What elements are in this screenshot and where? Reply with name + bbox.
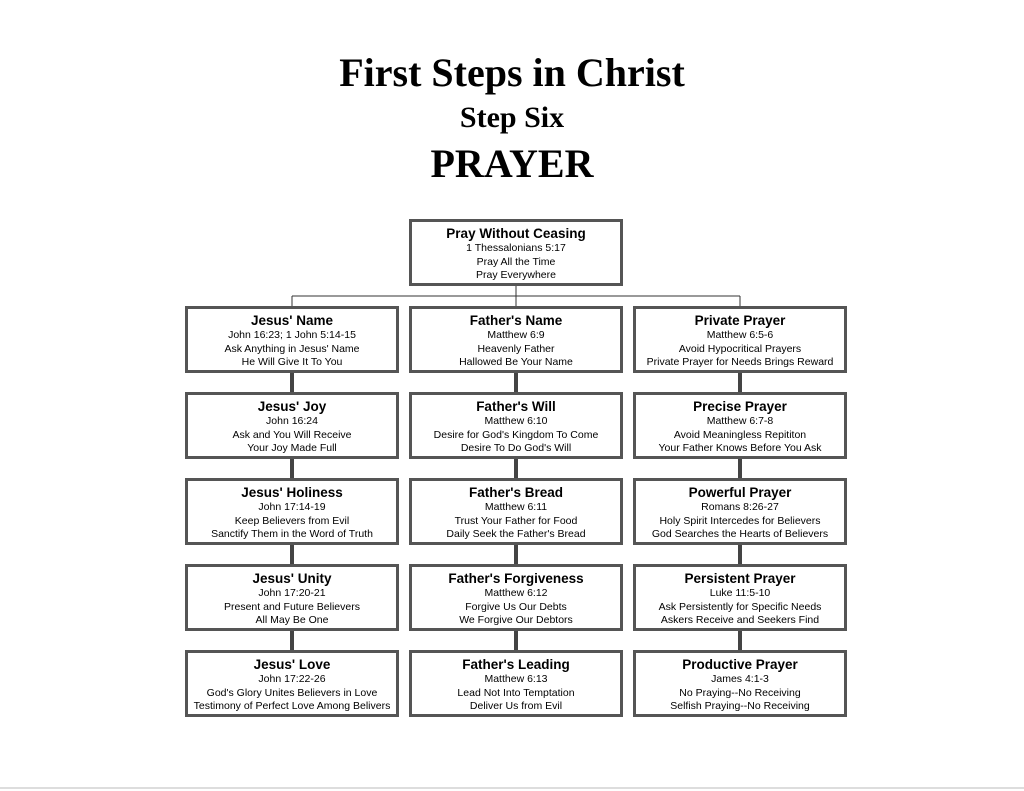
- topic-box-father: [409, 392, 623, 459]
- topic-box-line: Romans 8:26-27: [701, 501, 779, 513]
- topic-box-line: Matthew 6:12: [484, 587, 548, 599]
- topic-box-title: Private Prayer: [694, 313, 786, 328]
- topic-box-title: Powerful Prayer: [688, 485, 792, 500]
- topic-box-jesus: [185, 306, 399, 373]
- topic-box-line: Daily Seek the Father's Bread: [446, 528, 586, 540]
- topic-box-title: Father's Bread: [469, 485, 563, 500]
- page-title: First Steps in Christ: [339, 50, 685, 95]
- topic-box-line: John 17:20-21: [258, 587, 326, 599]
- topic-box-line: John 16:24: [266, 415, 318, 427]
- topic-box-line: Present and Future Believers: [224, 600, 360, 613]
- topic-box-title: Father's Name: [469, 313, 563, 328]
- page-heading: PRAYER: [430, 141, 594, 186]
- topic-box-line: Keep Believers from Evil: [234, 514, 350, 527]
- top-box: [409, 219, 623, 286]
- topic-box-line: Lead Not Into Temptation: [457, 686, 575, 699]
- topic-box-line: Trust Your Father for Food: [454, 514, 578, 527]
- topic-box-prayer: [633, 650, 847, 717]
- topic-box-line: Hallowed Be Your Name: [459, 356, 573, 368]
- topic-box-jesus: [185, 650, 399, 717]
- topic-box-title: Jesus' Joy: [257, 399, 327, 414]
- topic-box-title: Precise Prayer: [693, 399, 787, 414]
- top-box-line: Pray All the Time: [476, 255, 556, 268]
- topic-box-line: Heavenly Father: [477, 342, 555, 355]
- topic-box-line: Sanctify Them in the Word of Truth: [211, 528, 373, 540]
- topic-box-jesus: [185, 478, 399, 545]
- topic-box-jesus: [185, 392, 399, 459]
- topic-box-title: Productive Prayer: [682, 657, 798, 672]
- topic-box-line: Avoid Meaningless Repititon: [673, 428, 807, 441]
- topic-box-line: Desire for God's Kingdom To Come: [433, 428, 599, 441]
- topic-box-line: He Will Give It To You: [241, 356, 343, 368]
- page-bottom-rule: [0, 787, 1024, 789]
- topic-box-line: Ask Anything in Jesus' Name: [224, 342, 360, 355]
- topic-box-line: Matthew 6:11: [484, 501, 548, 513]
- topic-box-line: We Forgive Our Debtors: [459, 614, 573, 626]
- topic-box-father: [409, 650, 623, 717]
- topic-box-line: Your Father Knows Before You Ask: [658, 442, 822, 454]
- topic-box-line: Matthew 6:5-6: [706, 329, 774, 341]
- topic-box-prayer: [633, 478, 847, 545]
- topic-box-prayer: [633, 306, 847, 373]
- topic-box-line: Your Joy Made Full: [247, 442, 337, 454]
- topic-box-father: [409, 306, 623, 373]
- topic-box-line: No Praying--No Receiving: [679, 686, 801, 699]
- topic-box-line: Desire To Do God's Will: [460, 442, 572, 454]
- topic-box-line: John 16:23; 1 John 5:14-15: [228, 329, 356, 341]
- topic-box-line: Ask and You Will Receive: [232, 428, 352, 441]
- topic-box-title: Jesus' Unity: [252, 571, 332, 586]
- topic-box-line: Askers Receive and Seekers Find: [660, 614, 820, 626]
- topic-box-father: [409, 478, 623, 545]
- topic-box-line: Matthew 6:9: [487, 329, 545, 341]
- topic-box-line: Matthew 6:7-8: [706, 415, 774, 427]
- topic-box-title: Jesus' Holiness: [241, 485, 343, 500]
- topic-box-line: Ask Persistently for Specific Needs: [658, 600, 822, 613]
- topic-box-line: God Searches the Hearts of Believers: [651, 528, 829, 540]
- topic-box-prayer: [633, 564, 847, 631]
- topic-box-line: Avoid Hypocritical Prayers: [678, 342, 802, 355]
- topic-box-line: John 17:22-26: [258, 673, 326, 685]
- page-subtitle: Step Six: [459, 101, 565, 134]
- topic-box-title: Father's Forgiveness: [448, 571, 584, 586]
- top-box-line: Pray Everywhere: [476, 269, 556, 281]
- topic-box-line: God's Glory Unites Believers in Love: [206, 686, 378, 699]
- top-box-title: Pray Without Ceasing: [446, 226, 586, 241]
- topic-box-title: Persistent Prayer: [684, 571, 796, 586]
- top-box-line: 1 Thessalonians 5:17: [466, 242, 566, 254]
- topic-box-title: Father's Leading: [462, 657, 570, 672]
- topic-box-line: Luke 11:5-10: [709, 587, 771, 599]
- topic-box-line: Matthew 6:13: [484, 673, 548, 685]
- topic-box-title: Father's Will: [476, 399, 556, 414]
- topic-box-title: Jesus' Love: [253, 657, 331, 672]
- topic-box-line: Matthew 6:10: [484, 415, 548, 427]
- topic-box-line: John 17:14-19: [258, 501, 326, 513]
- topic-box-father: [409, 564, 623, 631]
- topic-box-line: Selfish Praying--No Receiving: [670, 700, 810, 712]
- topic-box-line: Deliver Us from Evil: [469, 700, 563, 712]
- topic-box-line: Private Prayer for Needs Brings Reward: [646, 356, 834, 368]
- topic-box-line: James 4:1-3: [711, 673, 769, 685]
- topic-box-line: All May Be One: [255, 614, 329, 626]
- topic-box-prayer: [633, 392, 847, 459]
- topic-box-line: Testimony of Perfect Love Among Belivers: [193, 700, 391, 712]
- topic-box-title: Jesus' Name: [250, 313, 333, 328]
- topic-box-jesus: [185, 564, 399, 631]
- topic-box-line: Forgive Us Our Debts: [465, 600, 567, 613]
- topic-box-line: Holy Spirit Intercedes for Believers: [659, 514, 821, 527]
